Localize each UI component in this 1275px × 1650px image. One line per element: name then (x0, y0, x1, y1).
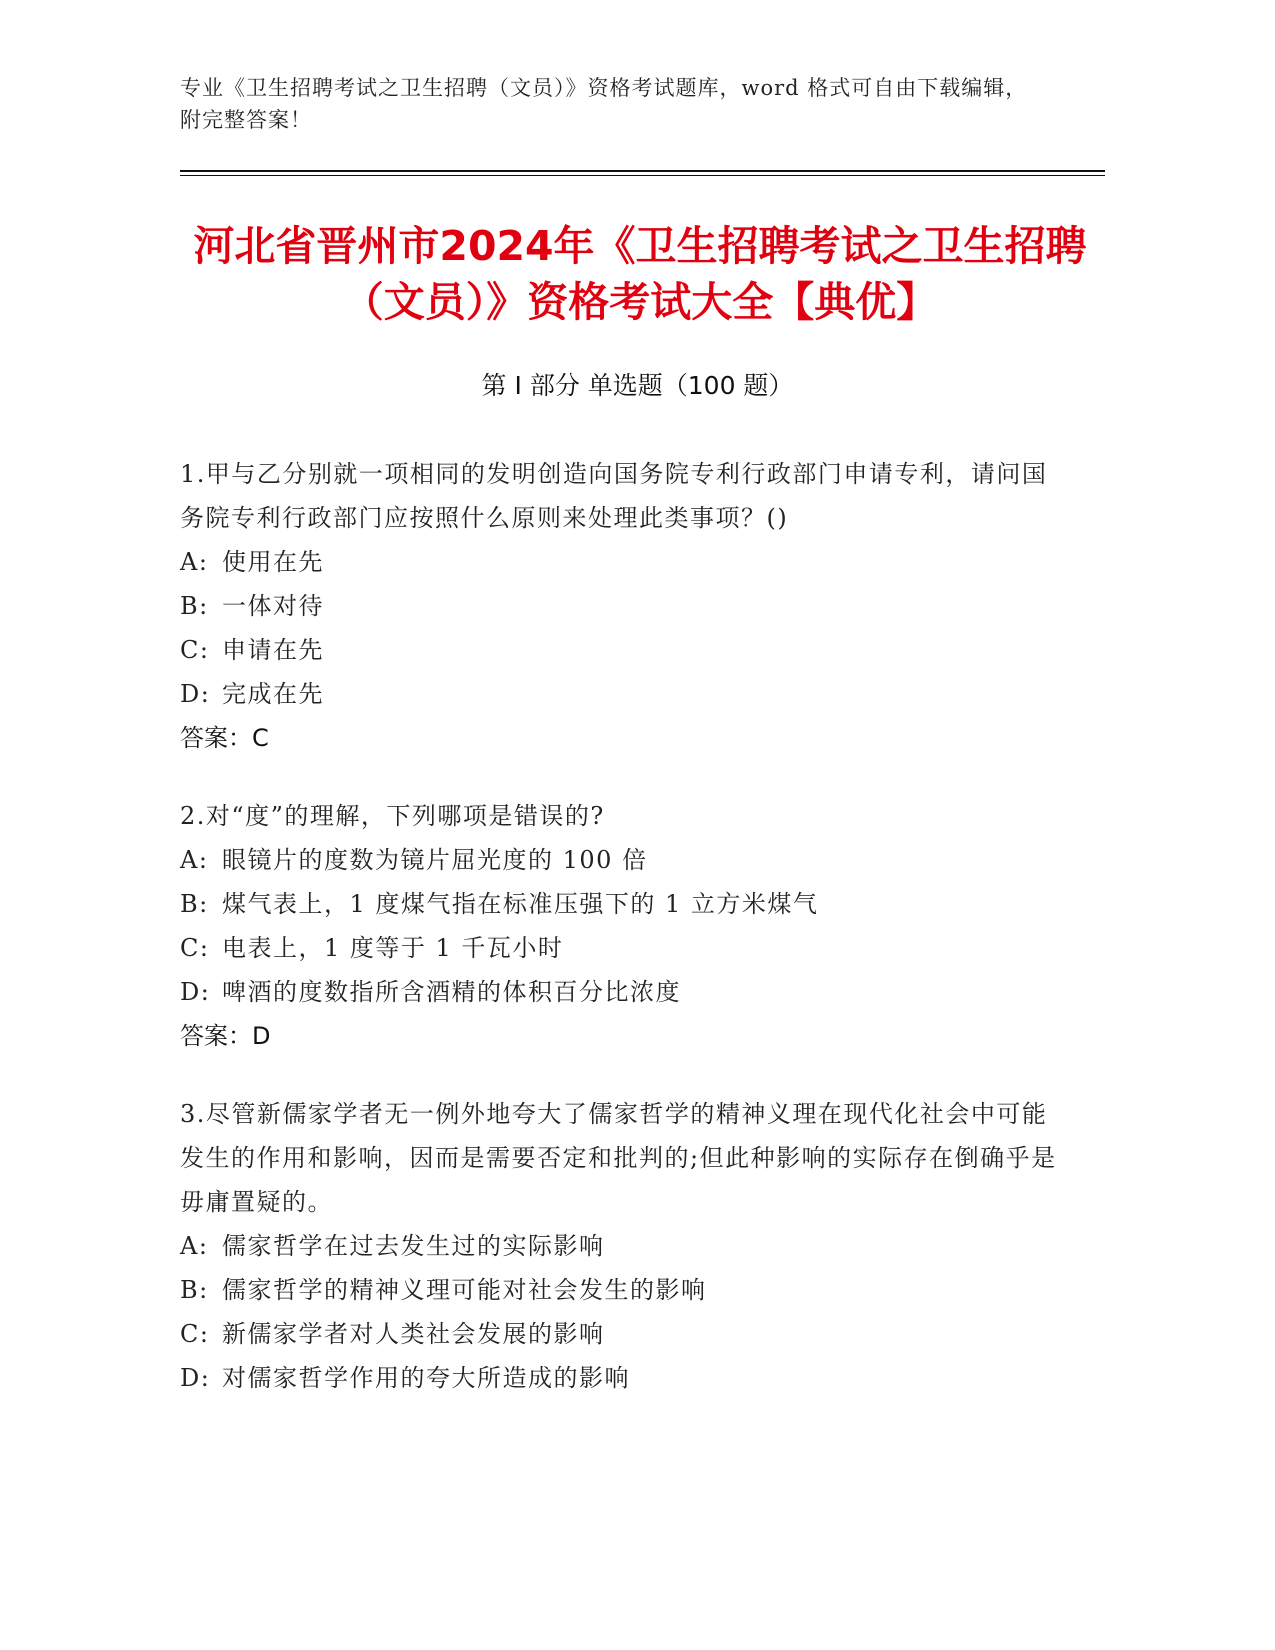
option-letter: B: (180, 890, 209, 918)
option-letter: A: (180, 548, 209, 576)
header-note: 专业《卫生招聘考试之卫生招聘（文员）》资格考试题库，word 格式可自由下载编辑，附完整答案！ (180, 76, 1028, 132)
option-letter: A: (180, 846, 209, 874)
option-text: 一体对待 (222, 592, 324, 620)
option-b (180, 1268, 1060, 1312)
option-letter: C: (180, 934, 210, 962)
option-b (180, 584, 1060, 628)
option-text: 儒家哲学在过去发生过的实际影响 (222, 1232, 605, 1260)
section-title: 第 I 部分 单选题（100 题） (481, 371, 794, 400)
option-text: 电表上，1 度等于 1 千瓦小时 (222, 934, 564, 962)
option-letter: A: (180, 1232, 209, 1260)
option-d (180, 672, 1060, 716)
option-text: 使用在先 (222, 548, 324, 576)
option-text: 新儒家学者对人类社会发展的影响 (222, 1320, 605, 1348)
option-letter: D: (180, 978, 211, 1006)
option-letter: C: (180, 1320, 210, 1348)
option-text: 眼镜片的度数为镜片屈光度的 100 倍 (222, 846, 648, 874)
document-title: 河北省晋州市2024年《卫生招聘考试之卫生招聘（文员）》资格考试大全【典优】 (193, 222, 1087, 326)
option-text: 儒家哲学的精神义理可能对社会发生的影响 (222, 1276, 707, 1304)
header-divider-thick (180, 170, 1105, 172)
option-a (180, 838, 1060, 882)
question-3 (180, 1092, 1060, 1400)
answer-line: 答案：C (180, 724, 269, 752)
option-c (180, 628, 1060, 672)
answer-line: 答案：D (180, 1022, 271, 1050)
option-text: 申请在先 (222, 636, 324, 664)
question-1 (180, 452, 1060, 760)
option-a (180, 1224, 1060, 1268)
option-letter: D: (180, 1364, 211, 1392)
option-text: 完成在先 (222, 680, 324, 708)
header-divider-thin (180, 175, 1105, 176)
option-text: 煤气表上，1 度煤气指在标准压强下的 1 立方米煤气 (222, 890, 819, 918)
option-text: 啤酒的度数指所含酒精的体积百分比浓度 (222, 978, 681, 1006)
question-list (180, 452, 1060, 1434)
question-stem: 2.对“度”的理解，下列哪项是错误的? (180, 802, 605, 830)
option-letter: B: (180, 1276, 209, 1304)
option-a (180, 540, 1060, 584)
option-letter: D: (180, 680, 211, 708)
question-stem: 1.甲与乙分别就一项相同的发明创造向国务院专利行政部门申请专利，请问国务院专利行政部门应按照什么原则来处理此类事项？() (180, 460, 1048, 532)
option-letter: B: (180, 592, 209, 620)
option-b (180, 882, 1060, 926)
option-c (180, 926, 1060, 970)
option-text: 对儒家哲学作用的夸大所造成的影响 (222, 1364, 630, 1392)
option-letter: C: (180, 636, 210, 664)
option-d (180, 970, 1060, 1014)
option-d (180, 1356, 1060, 1400)
question-stem: 3.尽管新儒家学者无一例外地夸大了儒家哲学的精神义理在现代化社会中可能发生的作用和影响，因而是需要否定和批判的;但此种影响的实际存在倒确乎是毋庸置疑的。 (180, 1100, 1057, 1216)
option-c (180, 1312, 1060, 1356)
question-2 (180, 794, 1060, 1058)
